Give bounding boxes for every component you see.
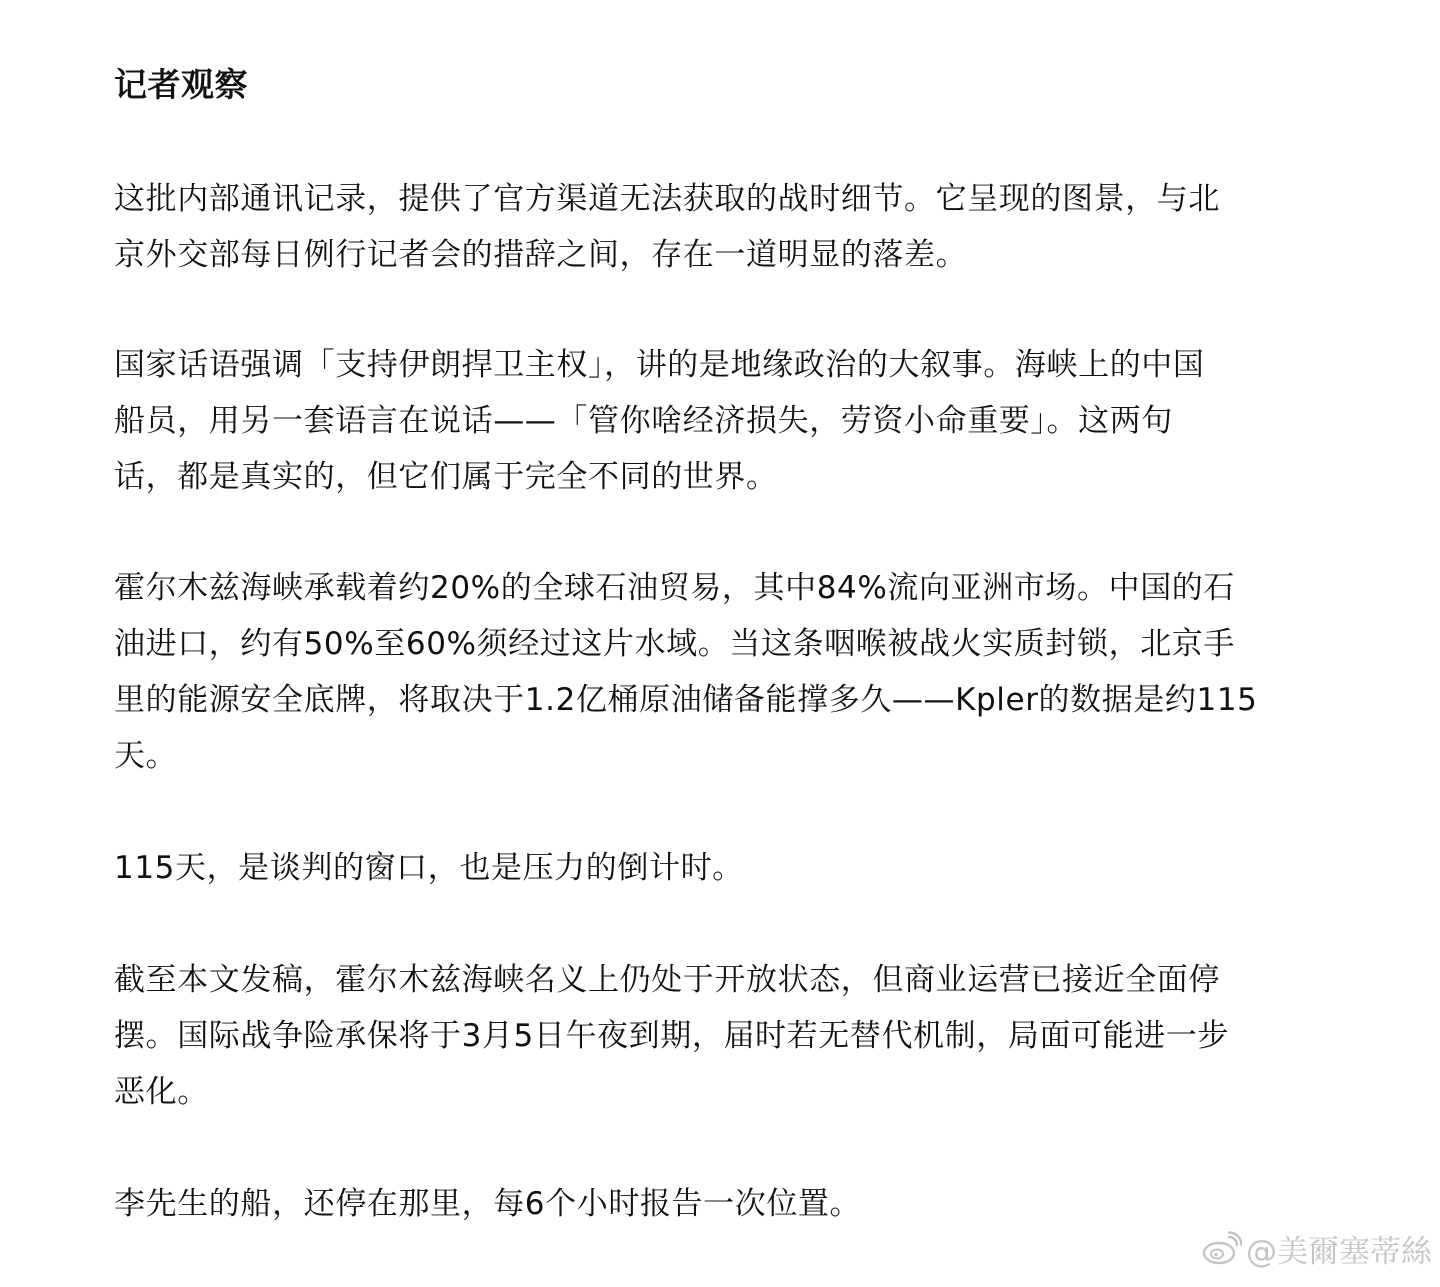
paragraph-line: 恶化。 bbox=[114, 1074, 209, 1110]
weibo-watermark bbox=[1202, 1226, 1432, 1270]
paragraph-line: 京外交部每日例行记者会的措辞之间，存在一道明显的落差。 bbox=[114, 237, 968, 273]
paragraph-line: 截至本文发稿，霍尔木兹海峡名义上仍处于开放状态，但商业运营已接近全面停 bbox=[114, 962, 1220, 998]
paragraph-line: 话，都是真实的，但它们属于完全不同的世界。 bbox=[114, 459, 778, 495]
paragraph-line: 船员，用另一套语言在说话——「管你啥经济损失，劳资小命重要」。这两句 bbox=[114, 403, 1173, 439]
weibo-logo-icon bbox=[1202, 1231, 1242, 1265]
watermark-text: @美爾塞蒂絲 bbox=[1246, 1233, 1432, 1270]
paragraph bbox=[114, 840, 1304, 896]
paragraph bbox=[114, 1176, 1304, 1232]
paragraph-line: 115天，是谈判的窗口，也是压力的倒计时。 bbox=[114, 850, 744, 886]
paragraph-line: 油进口，约有50%至60%须经过这片水域。当这条咽喉被战火实质封锁，北京手 bbox=[114, 626, 1236, 662]
article-heading: 记者观察 bbox=[114, 65, 248, 104]
paragraph-line: 里的能源安全底牌，将取决于1.2亿桶原油储备能撑多久——Kpler的数据是约115 bbox=[114, 682, 1258, 718]
paragraph-line: 天。 bbox=[114, 738, 178, 774]
paragraph bbox=[114, 952, 1304, 1120]
paragraph bbox=[114, 560, 1304, 784]
paragraph bbox=[114, 337, 1304, 505]
paragraph-line: 霍尔木兹海峡承载着约20%的全球石油贸易，其中84%流向亚洲市场。中国的石 bbox=[114, 570, 1236, 606]
paragraph-line: 这批内部通讯记录，提供了官方渠道无法获取的战时细节。它呈现的图景，与北 bbox=[114, 181, 1220, 217]
paragraph bbox=[114, 171, 1304, 283]
paragraph-line: 国家话语强调「支持伊朗捍卫主权」，讲的是地缘政治的大叙事。海峡上的中国 bbox=[114, 347, 1205, 383]
paragraph-line: 李先生的船，还停在那里，每6个小时报告一次位置。 bbox=[114, 1186, 862, 1222]
paragraph-line: 摆。国际战争险承保将于3月5日午夜到期，届时若无替代机制，局面可能进一步 bbox=[114, 1018, 1230, 1054]
